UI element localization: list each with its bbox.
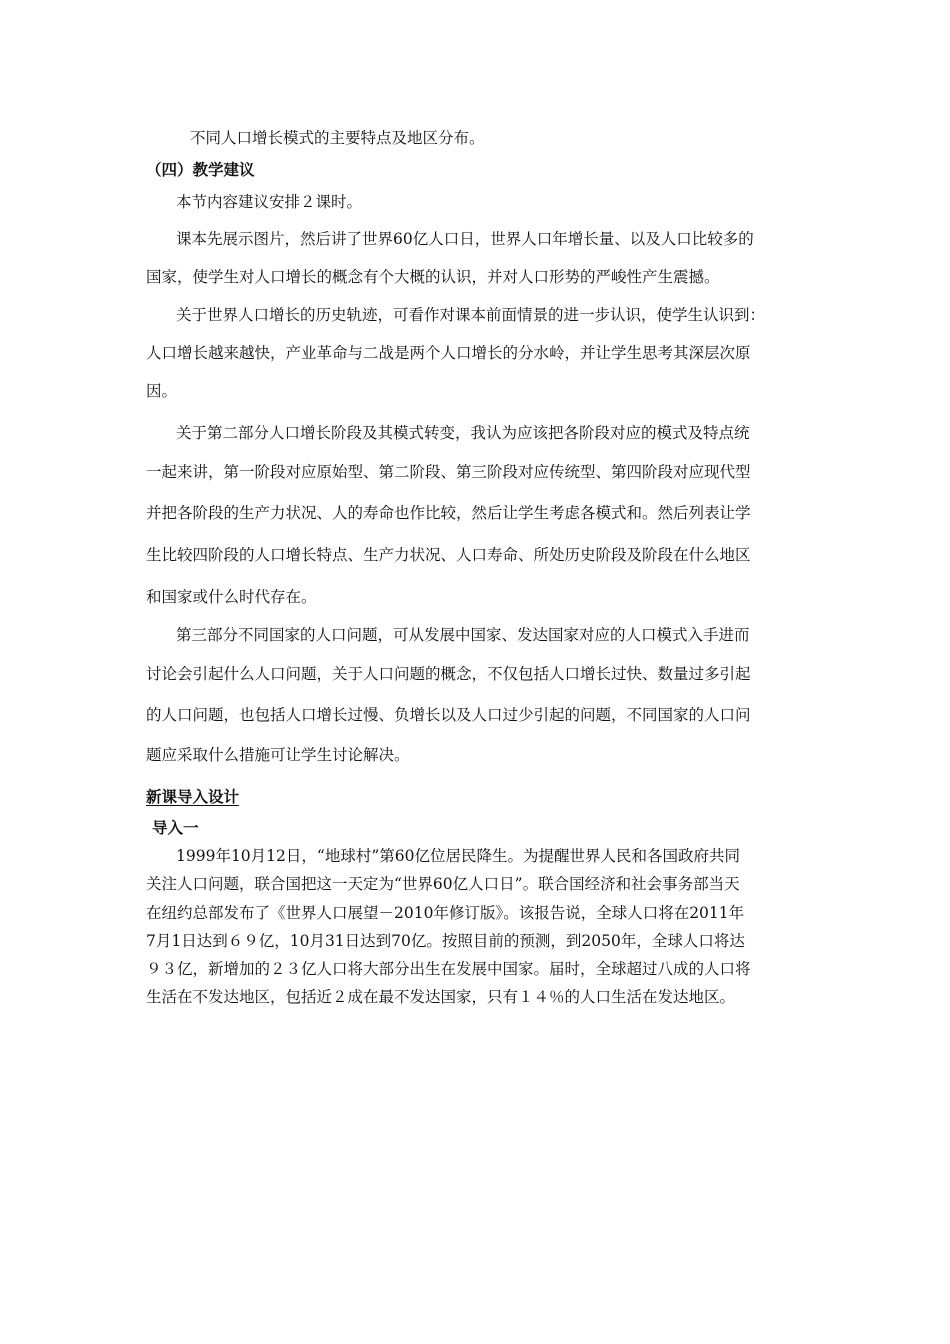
section-heading-teaching-suggestions: （四）教学建议 [146, 161, 255, 179]
paragraph-line: 国家，使学生对人口增长的概念有个大概的认识，并对人口形势的严峻性产生震撼。 [146, 268, 720, 286]
paragraph-line: 课本先展示图片，然后讲了世界60亿人口日，世界人口年增长量、以及人口比较多的 [176, 230, 754, 248]
paragraph-line: 人口增长越来越快，产业革命与二战是两个人口增长的分水岭，并让学生思考其深层次原 [146, 344, 751, 362]
intro-line: 不同人口增长模式的主要特点及地区分布。 [190, 129, 485, 147]
paragraph-line: 关注人口问题，联合国把这一天定为“世界60亿人口日”。联合国经济和社会事务部当天 [146, 875, 740, 893]
section-heading-new-lesson: 新课导入设计 [146, 788, 240, 806]
paragraph-line: 关于世界人口增长的历史轨迹，可看作对课本前面情景的进一步认识，使学生认识到： [176, 306, 766, 324]
paragraph-line: 在纽约总部发布了《世界人口展望－2010年修订版》。该报告说，全球人口将在2011年 [146, 904, 745, 922]
paragraph-line: 关于第二部分人口增长阶段及其模式转变，我认为应该把各阶段对应的模式及特点统 [176, 424, 750, 442]
paragraph-line: 题应采取什么措施可让学生讨论解决。 [146, 746, 410, 764]
paragraph-line: ９３亿，新增加的２３亿人口将大部分出生在发展中国家。届时，全球超过八成的人口将 [146, 960, 751, 978]
paragraph-line: 的人口问题，也包括人口增长过慢、负增长以及人口过少引起的问题，不同国家的人口问 [146, 706, 751, 724]
paragraph-line: 并把各阶段的生产力状况、人的寿命也作比较，然后让学生考虑各模式和。然后列表让学 [146, 504, 751, 522]
paragraph-line: 7月1日达到６９亿，10月31日达到70亿。按照目前的预测，到2050年，全球人口将达 [146, 932, 745, 950]
paragraph-line: 因。 [146, 382, 178, 400]
paragraph-line: 和国家或什么时代存在。 [146, 588, 317, 606]
sub-heading-intro-one: 导入一 [152, 819, 199, 837]
paragraph-line: 一起来讲，第一阶段对应原始型、第二阶段、第三阶段对应传统型、第四阶段对应现代型 [146, 463, 751, 481]
paragraph-line: 讨论会引起什么人口问题，关于人口问题的概念，不仅包括人口增长过快、数量过多引起 [146, 665, 751, 683]
paragraph-lesson-count: 本节内容建议安排２课时。 [176, 193, 363, 211]
paragraph-line: 生比较四阶段的人口增长特点、生产力状况、人口寿命、所处历史阶段及阶段在什么地区 [146, 546, 751, 564]
paragraph-line: 生活在不发达地区，包括近２成在最不发达国家，只有１４％的人口生活在发达地区。 [146, 988, 736, 1006]
paragraph-line: 第三部分不同国家的人口问题，可从发展中国家、发达国家对应的人口模式入手进而 [176, 626, 750, 644]
paragraph-line: 1999年10月12日，“地球村”第60亿位居民降生。为提醒世界人民和各国政府共同 [176, 847, 740, 865]
